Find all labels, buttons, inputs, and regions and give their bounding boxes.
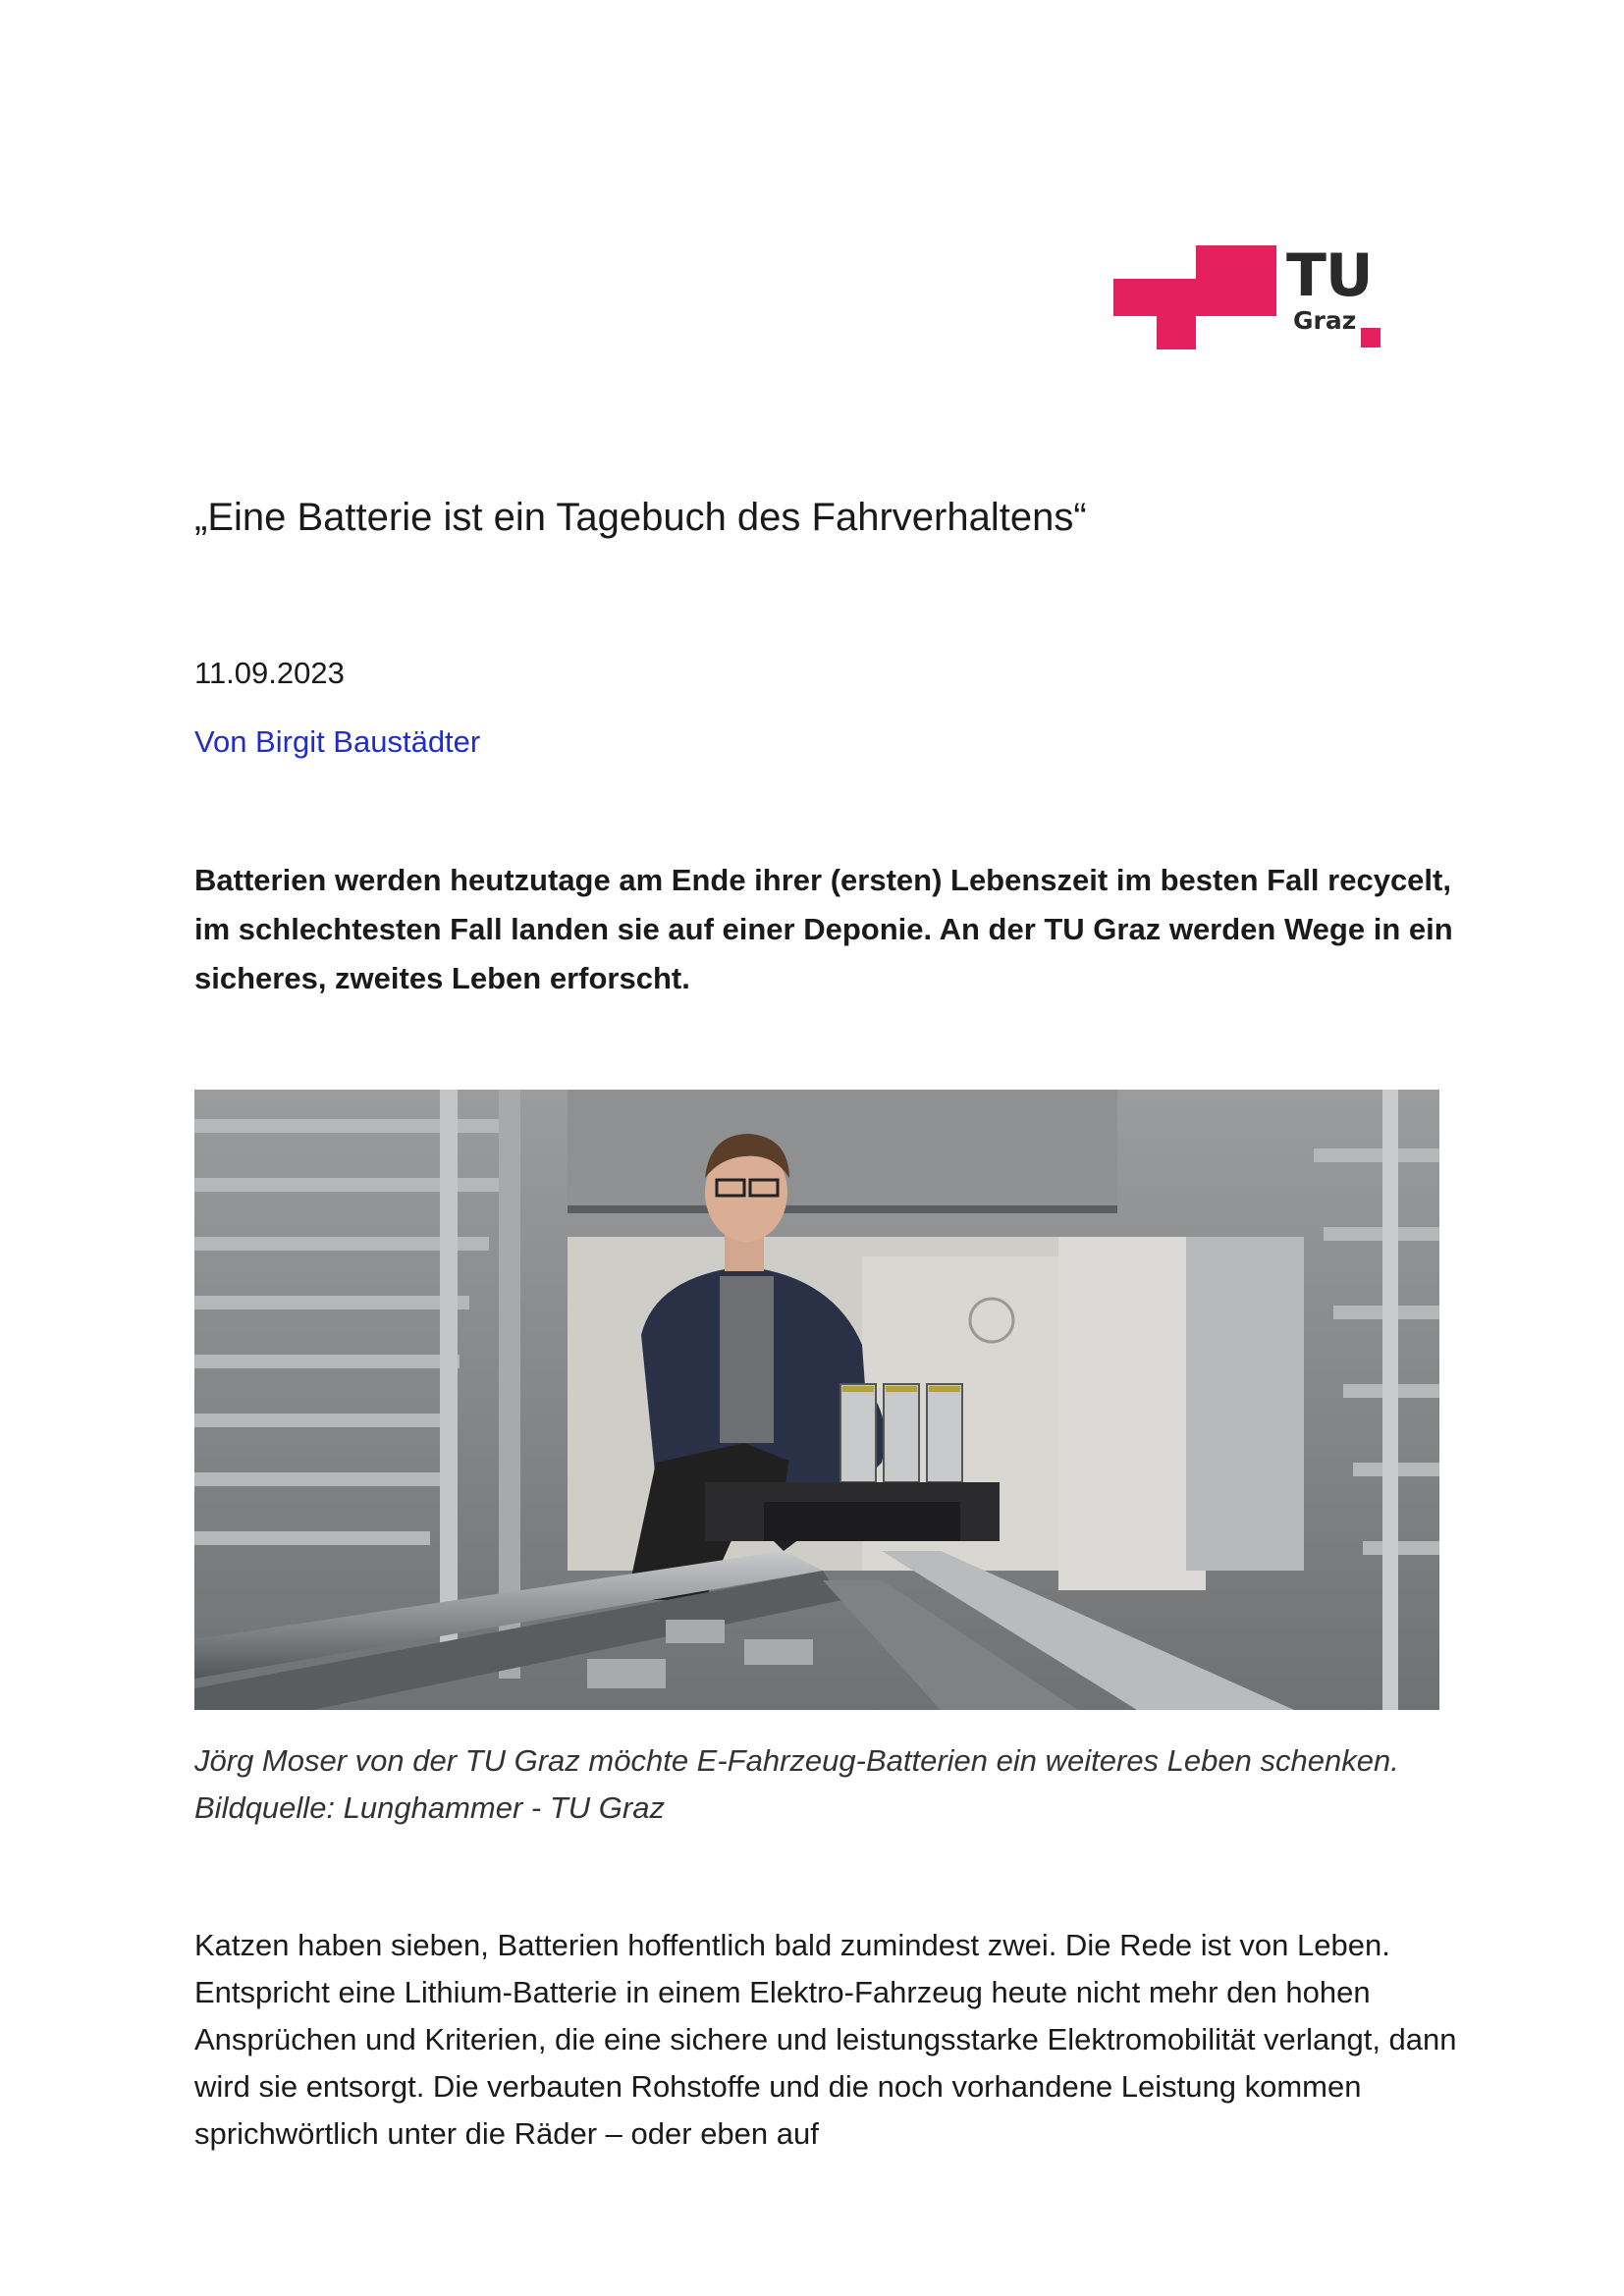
logo-text-graz: Graz	[1293, 306, 1357, 335]
author-link[interactable]: Von Birgit Baustädter	[194, 724, 481, 759]
article-title: „Eine Batterie ist ein Tagebuch des Fahrverhaltens“	[194, 496, 1087, 539]
article-photo	[194, 1090, 1439, 1710]
tu-graz-logo	[1113, 241, 1384, 349]
article-body-paragraph: Katzen haben sieben, Batterien hoffentlich bald zumindest zwei. Die Rede ist von Leben. Entspricht eine Lithium-Batterie in einem Elektro-Fahrzeug heute nicht mehr den hohen Ansprüchen und Kriterien, die eine sichere und leistungsstarke Elektromobilität verlangt, dann wird sie entsorgt. Die verbauten Rohstoffe und die noch vorhandene Leistung kommen sprichwörtlich unter die Räder – oder eben auf	[194, 1928, 1457, 2151]
logo-text-tu: TU	[1286, 241, 1373, 310]
article-date: 11.09.2023	[194, 656, 345, 690]
photo-caption: Jörg Moser von der TU Graz möchte E-Fahrzeug-Batterien ein weiteres Leben schenken. Bildquelle: Lunghammer - TU Graz	[194, 1743, 1399, 1825]
article-lead: Batterien werden heutzutage am Ende ihrer (ersten) Lebenszeit im besten Fall recycelt, im schlechtesten Fall landen sie auf einer Deponie. An der TU Graz werden Wege in ein sicheres, zweites Leben erforscht.	[194, 863, 1453, 995]
